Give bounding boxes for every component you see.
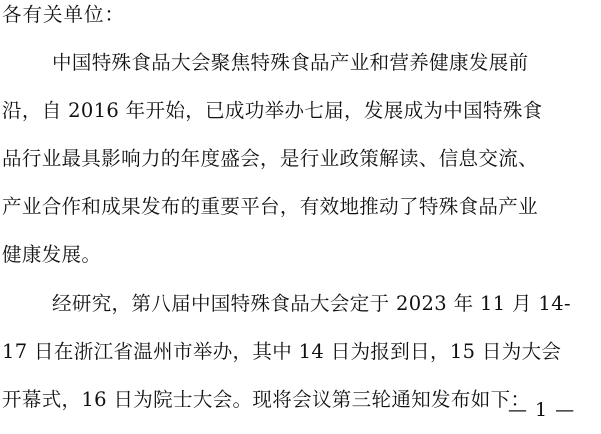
page-number: — 1 — xyxy=(508,399,576,421)
paragraph-2-line-3: 开幕式，16 日为院士大会。现将会议第三轮通知发布如下： xyxy=(2,388,531,411)
paragraph-1-line-3: 品行业最具影响力的年度盛会，是行业政策解读、信息交流、 xyxy=(2,147,538,170)
paragraph-2-line-1: 经研究，第八届中国特殊食品大会定于 2023 年 11 月 14- xyxy=(52,292,571,315)
paragraph-1-line-4: 产业合作和成果发布的重要平台，有效地推动了特殊食品产业 xyxy=(2,195,538,218)
salutation: 各有关单位： xyxy=(2,3,126,26)
paragraph-1-line-2: 沿，自 2016 年开始，已成功举办七届，发展成为中国特殊食 xyxy=(2,99,543,122)
paragraph-1-line-1: 中国特殊食品大会聚焦特殊食品产业和营养健康发展前 xyxy=(52,51,529,74)
paragraph-1-line-5: 健康发展。 xyxy=(2,243,102,266)
paragraph-2-line-2: 17 日在浙江省温州市举办，其中 14 日为报到日，15 日为大会 xyxy=(2,340,562,363)
